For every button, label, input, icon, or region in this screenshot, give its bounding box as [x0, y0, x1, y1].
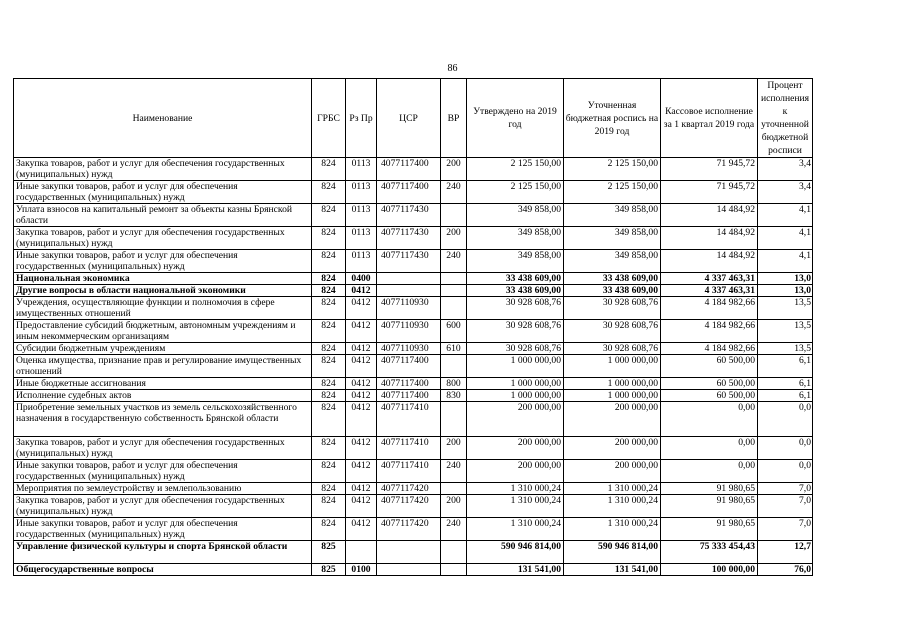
cell-name: Приобретение земельных участков из земель сельскохозяйственного назначения в государственную собственность Брянской области	[14, 402, 312, 437]
cell-percent: 0,0	[758, 460, 813, 483]
cell-vr: 600	[441, 320, 467, 343]
cell-rzpr: 0400	[346, 273, 377, 285]
cell-rzpr: 0412	[346, 343, 377, 355]
cell-vr: 800	[441, 378, 467, 390]
cell-csr: 4077117400	[377, 158, 441, 181]
cell-csr: 4077117410	[377, 437, 441, 460]
cell-rzpr: 0113	[346, 181, 377, 204]
cell-cash: 91 980,65	[661, 495, 758, 518]
cell-name: Закупка товаров, работ и услуг для обеспечения государственных (муниципальных) нужд	[14, 495, 312, 518]
cell-approved: 200 000,00	[467, 437, 564, 460]
cell-vr	[441, 564, 467, 576]
cell-vr: 240	[441, 181, 467, 204]
cell-vr	[441, 355, 467, 378]
cell-approved: 590 946 814,00	[467, 541, 564, 564]
cell-percent: 7,0	[758, 483, 813, 495]
cell-percent: 4,1	[758, 250, 813, 273]
cell-approved: 200 000,00	[467, 460, 564, 483]
header-csr: ЦСР	[377, 79, 441, 158]
cell-updated: 30 928 608,76	[564, 320, 661, 343]
table-row	[14, 158, 813, 181]
cell-name: Исполнение судебных актов	[14, 390, 312, 402]
table-row	[14, 518, 813, 541]
cell-updated: 2 125 150,00	[564, 181, 661, 204]
cell-updated: 590 946 814,00	[564, 541, 661, 564]
cell-csr: 4077117400	[377, 378, 441, 390]
cell-approved: 349 858,00	[467, 250, 564, 273]
cell-updated: 200 000,00	[564, 460, 661, 483]
cell-approved: 33 438 609,00	[467, 273, 564, 285]
cell-rzpr: 0113	[346, 204, 377, 227]
cell-updated: 1 000 000,00	[564, 390, 661, 402]
table-row	[14, 250, 813, 273]
cell-updated: 349 858,00	[564, 227, 661, 250]
cell-approved: 1 310 000,24	[467, 495, 564, 518]
cell-percent: 0,0	[758, 402, 813, 437]
cell-grbs: 824	[312, 437, 346, 460]
cell-cash: 4 337 463,31	[661, 273, 758, 285]
cell-updated: 2 125 150,00	[564, 158, 661, 181]
cell-csr: 4077117400	[377, 390, 441, 402]
cell-name: Управление физической культуры и спорта Брянской области	[14, 541, 312, 564]
cell-cash: 91 980,65	[661, 518, 758, 541]
cell-name: Иные закупки товаров, работ и услуг для обеспечения государственных (муниципальных) нужд	[14, 518, 312, 541]
cell-name: Оценка имущества, признание прав и регулирование имущественных отношений	[14, 355, 312, 378]
cell-csr: 4077110930	[377, 297, 441, 320]
cell-vr	[441, 297, 467, 320]
header-rzpr: Рз Пр	[346, 79, 377, 158]
cell-rzpr: 0412	[346, 378, 377, 390]
cell-csr	[377, 273, 441, 285]
cell-grbs: 825	[312, 541, 346, 564]
cell-grbs: 824	[312, 250, 346, 273]
cell-vr: 200	[441, 495, 467, 518]
cell-grbs: 824	[312, 343, 346, 355]
cell-percent: 13,0	[758, 285, 813, 297]
cell-cash: 4 337 463,31	[661, 285, 758, 297]
cell-updated: 1 000 000,00	[564, 378, 661, 390]
cell-updated: 1 000 000,00	[564, 355, 661, 378]
cell-csr: 4077117430	[377, 250, 441, 273]
table-row	[14, 402, 813, 437]
cell-updated: 1 310 000,24	[564, 495, 661, 518]
cell-rzpr: 0412	[346, 518, 377, 541]
cell-percent: 7,0	[758, 495, 813, 518]
cell-cash: 91 980,65	[661, 483, 758, 495]
table-row	[14, 227, 813, 250]
cell-percent: 13,5	[758, 297, 813, 320]
cell-approved: 30 928 608,76	[467, 297, 564, 320]
cell-approved: 1 310 000,24	[467, 518, 564, 541]
cell-grbs: 824	[312, 378, 346, 390]
budget-table	[13, 78, 813, 576]
cell-grbs: 824	[312, 227, 346, 250]
cell-grbs: 824	[312, 320, 346, 343]
cell-approved: 200 000,00	[467, 402, 564, 437]
cell-name: Иные закупки товаров, работ и услуг для обеспечения государственных (муниципальных) нужд	[14, 181, 312, 204]
cell-grbs: 824	[312, 158, 346, 181]
cell-name: Иные бюджетные ассигнования	[14, 378, 312, 390]
header-cash: Кассовое исполнение за 1 квартал 2019 года	[661, 79, 758, 158]
cell-csr: 4077117430	[377, 227, 441, 250]
table-row	[14, 355, 813, 378]
cell-rzpr: 0412	[346, 460, 377, 483]
table-row	[14, 437, 813, 460]
cell-cash: 60 500,00	[661, 355, 758, 378]
cell-csr: 4077117420	[377, 518, 441, 541]
cell-vr: 200	[441, 437, 467, 460]
cell-updated: 30 928 608,76	[564, 343, 661, 355]
cell-csr	[377, 285, 441, 297]
cell-updated: 349 858,00	[564, 250, 661, 273]
cell-csr: 4077117400	[377, 355, 441, 378]
cell-name: Мероприятия по землеустройству и землепользованию	[14, 483, 312, 495]
cell-cash: 71 945,72	[661, 181, 758, 204]
cell-rzpr: 0412	[346, 285, 377, 297]
cell-name: Национальная экономика	[14, 273, 312, 285]
cell-grbs: 824	[312, 460, 346, 483]
cell-approved: 349 858,00	[467, 204, 564, 227]
cell-updated: 131 541,00	[564, 564, 661, 576]
cell-csr	[377, 541, 441, 564]
cell-rzpr: 0412	[346, 437, 377, 460]
cell-rzpr: 0412	[346, 390, 377, 402]
cell-percent: 4,1	[758, 227, 813, 250]
table-row	[14, 460, 813, 483]
cell-name: Иные закупки товаров, работ и услуг для обеспечения государственных (муниципальных) нужд	[14, 460, 312, 483]
cell-grbs: 824	[312, 390, 346, 402]
cell-updated: 30 928 608,76	[564, 297, 661, 320]
cell-rzpr: 0113	[346, 158, 377, 181]
cell-rzpr: 0113	[346, 227, 377, 250]
cell-name: Общегосударственные вопросы	[14, 564, 312, 576]
table-row	[14, 297, 813, 320]
cell-vr: 610	[441, 343, 467, 355]
cell-rzpr: 0113	[346, 250, 377, 273]
cell-rzpr: 0412	[346, 320, 377, 343]
cell-approved: 33 438 609,00	[467, 285, 564, 297]
cell-csr: 4077110930	[377, 320, 441, 343]
cell-csr: 4077117430	[377, 204, 441, 227]
cell-name: Иные закупки товаров, работ и услуг для обеспечения государственных (муниципальных) нужд	[14, 250, 312, 273]
cell-updated: 1 310 000,24	[564, 483, 661, 495]
table-row	[14, 541, 813, 564]
cell-vr	[441, 204, 467, 227]
cell-csr: 4077117410	[377, 402, 441, 437]
cell-cash: 60 500,00	[661, 378, 758, 390]
cell-percent: 7,0	[758, 518, 813, 541]
cell-percent: 4,1	[758, 204, 813, 227]
cell-vr: 240	[441, 250, 467, 273]
cell-csr	[377, 564, 441, 576]
cell-approved: 30 928 608,76	[467, 343, 564, 355]
cell-cash: 0,00	[661, 402, 758, 437]
header-grbs: ГРБС	[312, 79, 346, 158]
cell-csr: 4077110930	[377, 343, 441, 355]
cell-name: Другие вопросы в области национальной экономики	[14, 285, 312, 297]
cell-percent: 76,0	[758, 564, 813, 576]
cell-cash: 4 184 982,66	[661, 343, 758, 355]
cell-percent: 0,0	[758, 437, 813, 460]
cell-approved: 2 125 150,00	[467, 158, 564, 181]
cell-approved: 131 541,00	[467, 564, 564, 576]
cell-updated: 1 310 000,24	[564, 518, 661, 541]
cell-name: Учреждения, осуществляющие функции и полномочия в сфере имущественных отношений	[14, 297, 312, 320]
cell-name: Уплата взносов на капитальный ремонт за объекты казны Брянской области	[14, 204, 312, 227]
cell-name: Закупка товаров, работ и услуг для обеспечения государственных (муниципальных) нужд	[14, 227, 312, 250]
cell-approved: 30 928 608,76	[467, 320, 564, 343]
cell-approved: 1 000 000,00	[467, 378, 564, 390]
cell-cash: 14 484,92	[661, 227, 758, 250]
cell-updated: 33 438 609,00	[564, 273, 661, 285]
cell-vr	[441, 483, 467, 495]
cell-name: Закупка товаров, работ и услуг для обеспечения государственных (муниципальных) нужд	[14, 158, 312, 181]
cell-name: Субсидии бюджетным учреждениям	[14, 343, 312, 355]
cell-grbs: 824	[312, 402, 346, 437]
cell-vr: 200	[441, 158, 467, 181]
cell-approved: 2 125 150,00	[467, 181, 564, 204]
table-row	[14, 273, 813, 285]
cell-grbs: 824	[312, 495, 346, 518]
cell-grbs: 825	[312, 564, 346, 576]
table-header-row	[14, 79, 813, 158]
cell-grbs: 824	[312, 204, 346, 227]
cell-percent: 12,7	[758, 541, 813, 564]
header-name: Наименование	[14, 79, 312, 158]
cell-percent: 13,5	[758, 320, 813, 343]
cell-grbs: 824	[312, 181, 346, 204]
cell-cash: 0,00	[661, 460, 758, 483]
cell-grbs: 824	[312, 355, 346, 378]
cell-percent: 13,0	[758, 273, 813, 285]
cell-percent: 3,4	[758, 158, 813, 181]
cell-grbs: 824	[312, 285, 346, 297]
table-row	[14, 343, 813, 355]
header-updated: Уточненная бюджетная роспись на 2019 год	[564, 79, 661, 158]
cell-vr: 200	[441, 227, 467, 250]
cell-updated: 200 000,00	[564, 402, 661, 437]
cell-cash: 14 484,92	[661, 204, 758, 227]
table-row	[14, 320, 813, 343]
cell-cash: 0,00	[661, 437, 758, 460]
cell-updated: 349 858,00	[564, 204, 661, 227]
cell-csr: 4077117400	[377, 181, 441, 204]
page-number: 86	[447, 63, 458, 74]
cell-vr	[441, 402, 467, 437]
cell-csr: 4077117410	[377, 460, 441, 483]
header-approved: Утверждено на 2019 год	[467, 79, 564, 158]
cell-grbs: 824	[312, 518, 346, 541]
table-row	[14, 285, 813, 297]
cell-updated: 33 438 609,00	[564, 285, 661, 297]
cell-rzpr: 0412	[346, 297, 377, 320]
table-row	[14, 181, 813, 204]
cell-approved: 1 000 000,00	[467, 355, 564, 378]
cell-cash: 75 333 454,43	[661, 541, 758, 564]
cell-approved: 349 858,00	[467, 227, 564, 250]
cell-rzpr: 0412	[346, 483, 377, 495]
header-percent: Процент исполнения к уточненной бюджетной росписи	[758, 79, 813, 158]
cell-percent: 6,1	[758, 390, 813, 402]
cell-rzpr: 0100	[346, 564, 377, 576]
cell-rzpr	[346, 541, 377, 564]
cell-rzpr: 0412	[346, 355, 377, 378]
cell-name: Предоставление субсидий бюджетным, автономным учреждениям и иным некоммерческим организациям	[14, 320, 312, 343]
table-row	[14, 204, 813, 227]
cell-vr	[441, 285, 467, 297]
cell-updated: 200 000,00	[564, 437, 661, 460]
cell-csr: 4077117420	[377, 495, 441, 518]
header-vr: ВР	[441, 79, 467, 158]
cell-vr: 830	[441, 390, 467, 402]
cell-approved: 1 310 000,24	[467, 483, 564, 495]
cell-grbs: 824	[312, 483, 346, 495]
table-row	[14, 564, 813, 576]
cell-rzpr: 0412	[346, 402, 377, 437]
cell-cash: 14 484,92	[661, 250, 758, 273]
cell-vr: 240	[441, 518, 467, 541]
cell-percent: 6,1	[758, 378, 813, 390]
table-row	[14, 483, 813, 495]
cell-grbs: 824	[312, 297, 346, 320]
cell-cash: 71 945,72	[661, 158, 758, 181]
cell-percent: 3,4	[758, 181, 813, 204]
cell-vr: 240	[441, 460, 467, 483]
cell-name: Закупка товаров, работ и услуг для обеспечения государственных (муниципальных) нужд	[14, 437, 312, 460]
cell-vr	[441, 541, 467, 564]
cell-cash: 4 184 982,66	[661, 320, 758, 343]
cell-cash: 4 184 982,66	[661, 297, 758, 320]
cell-rzpr: 0412	[346, 495, 377, 518]
cell-percent: 13,5	[758, 343, 813, 355]
cell-cash: 60 500,00	[661, 390, 758, 402]
table-row	[14, 390, 813, 402]
cell-vr	[441, 273, 467, 285]
cell-cash: 100 000,00	[661, 564, 758, 576]
table-row	[14, 378, 813, 390]
table-row	[14, 495, 813, 518]
cell-csr: 4077117420	[377, 483, 441, 495]
cell-grbs: 824	[312, 273, 346, 285]
cell-percent: 6,1	[758, 355, 813, 378]
cell-approved: 1 000 000,00	[467, 390, 564, 402]
